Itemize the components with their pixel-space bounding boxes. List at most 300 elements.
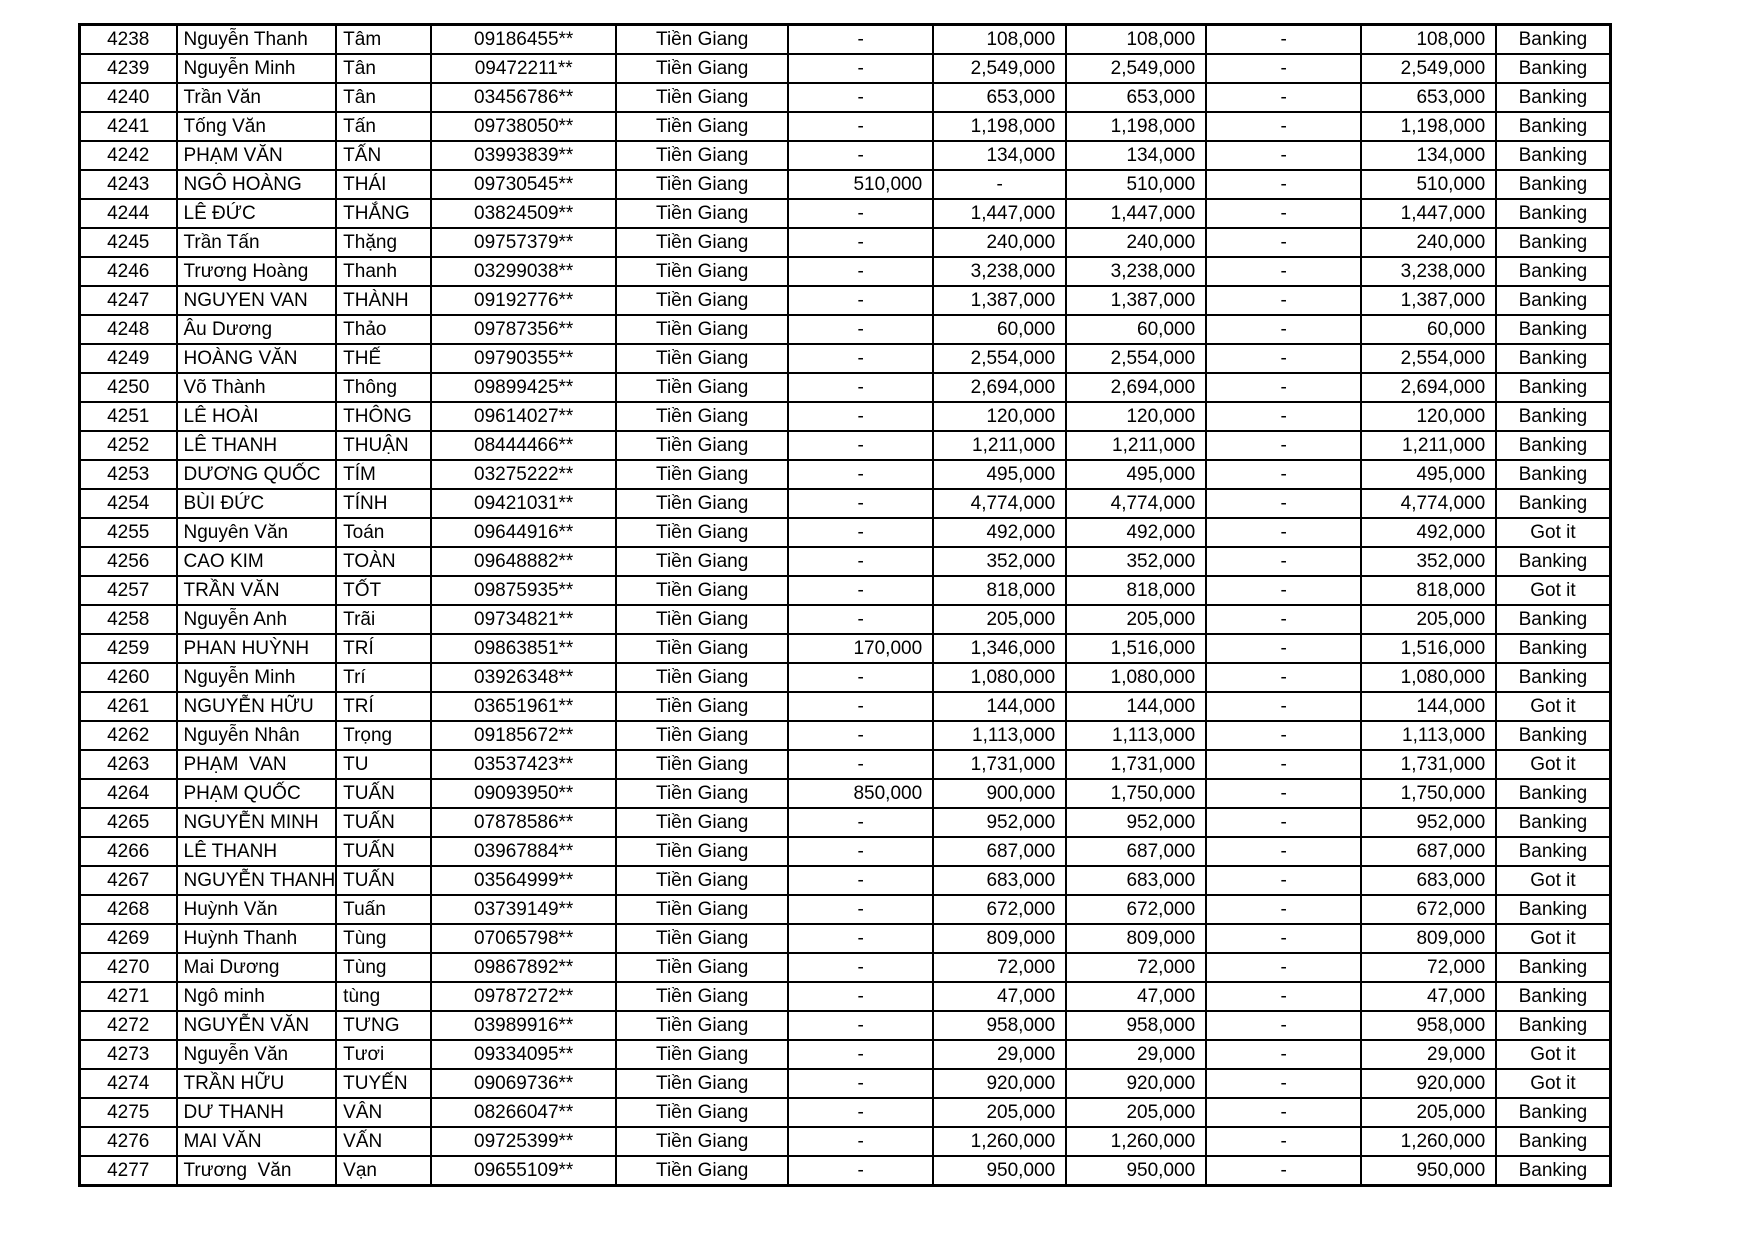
surname-cell: PHẠM VĂN <box>177 141 337 170</box>
row-id-cell: 4276 <box>80 1127 177 1156</box>
amount-1-cell: - <box>788 576 933 605</box>
amount-1-cell: 170,000 <box>788 634 933 663</box>
amount-2-cell: 492,000 <box>933 518 1066 547</box>
province-cell: Tiền Giang <box>616 112 788 141</box>
given-name-cell: TÍNH <box>336 489 431 518</box>
amount-4-cell: - <box>1206 1069 1361 1098</box>
amount-4-cell: - <box>1206 518 1361 547</box>
row-id-cell: 4269 <box>80 924 177 953</box>
amount-1-cell: - <box>788 895 933 924</box>
given-name-cell: THÔNG <box>336 402 431 431</box>
table-row <box>80 112 1611 141</box>
amount-4-cell: - <box>1206 460 1361 489</box>
amount-due-cell: 29,000 <box>1361 1040 1496 1069</box>
amount-1-cell: - <box>788 1156 933 1186</box>
status-cell: Banking <box>1496 953 1610 982</box>
amount-1-cell: - <box>788 663 933 692</box>
province-cell: Tiền Giang <box>616 83 788 112</box>
amount-total-cell: 3,238,000 <box>1066 257 1206 286</box>
amount-due-cell: 144,000 <box>1361 692 1496 721</box>
amount-1-cell: - <box>788 605 933 634</box>
province-cell: Tiền Giang <box>616 199 788 228</box>
amount-due-cell: 672,000 <box>1361 895 1496 924</box>
amount-1-cell: - <box>788 982 933 1011</box>
given-name-cell: TUẤN <box>336 808 431 837</box>
table-row <box>80 170 1611 199</box>
amount-1-cell: - <box>788 518 933 547</box>
amount-4-cell: - <box>1206 170 1361 199</box>
row-id-cell: 4250 <box>80 373 177 402</box>
given-name-cell: TUYẾN <box>336 1069 431 1098</box>
phone-number-cell: 03824509** <box>431 199 616 228</box>
amount-total-cell: 29,000 <box>1066 1040 1206 1069</box>
amount-1-cell: - <box>788 837 933 866</box>
province-cell: Tiền Giang <box>616 808 788 837</box>
document-table <box>78 23 1612 1187</box>
amount-total-cell: 920,000 <box>1066 1069 1206 1098</box>
province-cell: Tiền Giang <box>616 1011 788 1040</box>
status-cell: Banking <box>1496 895 1610 924</box>
surname-cell: Tống Văn <box>177 112 337 141</box>
given-name-cell: Vạn <box>336 1156 431 1186</box>
phone-number-cell: 09069736** <box>431 1069 616 1098</box>
amount-total-cell: 1,731,000 <box>1066 750 1206 779</box>
status-cell: Got it <box>1496 692 1610 721</box>
amount-1-cell: - <box>788 460 933 489</box>
table-row <box>80 373 1611 402</box>
amount-due-cell: 809,000 <box>1361 924 1496 953</box>
amount-2-cell: 1,113,000 <box>933 721 1066 750</box>
amount-2-cell: 1,346,000 <box>933 634 1066 663</box>
province-cell: Tiền Giang <box>616 779 788 808</box>
amount-due-cell: 1,516,000 <box>1361 634 1496 663</box>
given-name-cell: TÍM <box>336 460 431 489</box>
phone-number-cell: 09790355** <box>431 344 616 373</box>
amount-2-cell: 134,000 <box>933 141 1066 170</box>
given-name-cell: TU <box>336 750 431 779</box>
given-name-cell: TUẤN <box>336 779 431 808</box>
amount-2-cell: - <box>933 170 1066 199</box>
province-cell: Tiền Giang <box>616 692 788 721</box>
province-cell: Tiền Giang <box>616 1069 788 1098</box>
given-name-cell: Tâm <box>336 25 431 55</box>
given-name-cell: Thặng <box>336 228 431 257</box>
row-id-cell: 4251 <box>80 402 177 431</box>
amount-total-cell: 205,000 <box>1066 605 1206 634</box>
row-id-cell: 4260 <box>80 663 177 692</box>
amount-2-cell: 1,387,000 <box>933 286 1066 315</box>
phone-number-cell: 09185672** <box>431 721 616 750</box>
phone-number-cell: 09875935** <box>431 576 616 605</box>
amount-2-cell: 809,000 <box>933 924 1066 953</box>
amount-total-cell: 1,516,000 <box>1066 634 1206 663</box>
amount-4-cell: - <box>1206 837 1361 866</box>
amount-due-cell: 492,000 <box>1361 518 1496 547</box>
status-cell: Banking <box>1496 605 1610 634</box>
amount-4-cell: - <box>1206 315 1361 344</box>
amount-4-cell: - <box>1206 1098 1361 1127</box>
amount-2-cell: 205,000 <box>933 605 1066 634</box>
surname-cell: Trương Hoàng <box>177 257 337 286</box>
status-cell: Banking <box>1496 460 1610 489</box>
amount-2-cell: 240,000 <box>933 228 1066 257</box>
amount-due-cell: 120,000 <box>1361 402 1496 431</box>
surname-cell: Trần Văn <box>177 83 337 112</box>
amount-due-cell: 72,000 <box>1361 953 1496 982</box>
table-row <box>80 576 1611 605</box>
province-cell: Tiền Giang <box>616 402 788 431</box>
amount-total-cell: 134,000 <box>1066 141 1206 170</box>
amount-2-cell: 205,000 <box>933 1098 1066 1127</box>
given-name-cell: Tuấn <box>336 895 431 924</box>
surname-cell: PHẠM VAN <box>177 750 337 779</box>
amount-4-cell: - <box>1206 25 1361 55</box>
province-cell: Tiền Giang <box>616 895 788 924</box>
surname-cell: NGUYỄN HỮU <box>177 692 337 721</box>
province-cell: Tiền Giang <box>616 953 788 982</box>
amount-total-cell: 2,694,000 <box>1066 373 1206 402</box>
surname-cell: Mai Dương <box>177 953 337 982</box>
surname-cell: Nguyễn Anh <box>177 605 337 634</box>
given-name-cell: THÁI <box>336 170 431 199</box>
surname-cell: Huỳnh Văn <box>177 895 337 924</box>
table-row <box>80 431 1611 460</box>
phone-number-cell: 03926348** <box>431 663 616 692</box>
amount-2-cell: 950,000 <box>933 1156 1066 1186</box>
amount-1-cell: - <box>788 315 933 344</box>
table-row <box>80 1069 1611 1098</box>
phone-number-cell: 03299038** <box>431 257 616 286</box>
table-row <box>80 721 1611 750</box>
amount-due-cell: 1,447,000 <box>1361 199 1496 228</box>
status-cell: Banking <box>1496 257 1610 286</box>
table-row <box>80 25 1611 55</box>
status-cell: Got it <box>1496 750 1610 779</box>
table-row <box>80 924 1611 953</box>
status-cell: Got it <box>1496 924 1610 953</box>
amount-due-cell: 1,113,000 <box>1361 721 1496 750</box>
surname-cell: Nguyễn Thanh <box>177 25 337 55</box>
amount-due-cell: 205,000 <box>1361 605 1496 634</box>
amount-due-cell: 950,000 <box>1361 1156 1496 1186</box>
province-cell: Tiền Giang <box>616 286 788 315</box>
amount-total-cell: 4,774,000 <box>1066 489 1206 518</box>
table-row <box>80 315 1611 344</box>
amount-1-cell: - <box>788 866 933 895</box>
phone-number-cell: 03651961** <box>431 692 616 721</box>
given-name-cell: THẮNG <box>336 199 431 228</box>
amount-4-cell: - <box>1206 1127 1361 1156</box>
amount-2-cell: 60,000 <box>933 315 1066 344</box>
phone-number-cell: 09192776** <box>431 286 616 315</box>
surname-cell: LÊ THANH <box>177 837 337 866</box>
table-row <box>80 228 1611 257</box>
status-cell: Banking <box>1496 431 1610 460</box>
amount-total-cell: 1,198,000 <box>1066 112 1206 141</box>
row-id-cell: 4277 <box>80 1156 177 1186</box>
surname-cell: NGUYỄN MINH <box>177 808 337 837</box>
amount-total-cell: 687,000 <box>1066 837 1206 866</box>
row-id-cell: 4244 <box>80 199 177 228</box>
given-name-cell: Tân <box>336 83 431 112</box>
amount-2-cell: 495,000 <box>933 460 1066 489</box>
surname-cell: Nguyên Văn <box>177 518 337 547</box>
row-id-cell: 4275 <box>80 1098 177 1127</box>
surname-cell: Trương Văn <box>177 1156 337 1186</box>
province-cell: Tiền Giang <box>616 924 788 953</box>
phone-number-cell: 09730545** <box>431 170 616 199</box>
amount-2-cell: 1,447,000 <box>933 199 1066 228</box>
amount-1-cell: - <box>788 1040 933 1069</box>
row-id-cell: 4238 <box>80 25 177 55</box>
table-row <box>80 402 1611 431</box>
amount-due-cell: 60,000 <box>1361 315 1496 344</box>
given-name-cell: THÀNH <box>336 286 431 315</box>
phone-number-cell: 09787356** <box>431 315 616 344</box>
amount-2-cell: 672,000 <box>933 895 1066 924</box>
status-cell: Banking <box>1496 837 1610 866</box>
status-cell: Banking <box>1496 982 1610 1011</box>
amount-4-cell: - <box>1206 576 1361 605</box>
status-cell: Banking <box>1496 170 1610 199</box>
surname-cell: LÊ HOÀI <box>177 402 337 431</box>
province-cell: Tiền Giang <box>616 750 788 779</box>
amount-2-cell: 818,000 <box>933 576 1066 605</box>
amount-due-cell: 108,000 <box>1361 25 1496 55</box>
table-row <box>80 344 1611 373</box>
phone-number-cell: 07878586** <box>431 808 616 837</box>
amount-4-cell: - <box>1206 663 1361 692</box>
row-id-cell: 4253 <box>80 460 177 489</box>
phone-number-cell: 07065798** <box>431 924 616 953</box>
amount-due-cell: 653,000 <box>1361 83 1496 112</box>
surname-cell: TRẦN VĂN <box>177 576 337 605</box>
amount-total-cell: 958,000 <box>1066 1011 1206 1040</box>
row-id-cell: 4249 <box>80 344 177 373</box>
phone-number-cell: 09186455** <box>431 25 616 55</box>
row-id-cell: 4274 <box>80 1069 177 1098</box>
phone-number-cell: 08444466** <box>431 431 616 460</box>
amount-total-cell: 47,000 <box>1066 982 1206 1011</box>
phone-number-cell: 03456786** <box>431 83 616 112</box>
given-name-cell: TOÀN <box>336 547 431 576</box>
status-cell: Got it <box>1496 576 1610 605</box>
amount-4-cell: - <box>1206 1156 1361 1186</box>
given-name-cell: Thông <box>336 373 431 402</box>
amount-total-cell: 205,000 <box>1066 1098 1206 1127</box>
amount-total-cell: 72,000 <box>1066 953 1206 982</box>
amount-total-cell: 1,447,000 <box>1066 199 1206 228</box>
amount-4-cell: - <box>1206 402 1361 431</box>
amount-total-cell: 1,080,000 <box>1066 663 1206 692</box>
phone-number-cell: 09093950** <box>431 779 616 808</box>
amount-1-cell: - <box>788 344 933 373</box>
phone-number-cell: 03275222** <box>431 460 616 489</box>
amount-2-cell: 958,000 <box>933 1011 1066 1040</box>
amount-total-cell: 108,000 <box>1066 25 1206 55</box>
table-row <box>80 634 1611 663</box>
amount-2-cell: 2,694,000 <box>933 373 1066 402</box>
amount-4-cell: - <box>1206 344 1361 373</box>
amount-1-cell: - <box>788 257 933 286</box>
amount-total-cell: 352,000 <box>1066 547 1206 576</box>
row-id-cell: 4271 <box>80 982 177 1011</box>
amount-2-cell: 952,000 <box>933 808 1066 837</box>
amount-1-cell: - <box>788 25 933 55</box>
given-name-cell: VẤN <box>336 1127 431 1156</box>
table-row <box>80 692 1611 721</box>
amount-due-cell: 1,198,000 <box>1361 112 1496 141</box>
table-row <box>80 257 1611 286</box>
amount-due-cell: 2,549,000 <box>1361 54 1496 83</box>
surname-cell: DƯ THANH <box>177 1098 337 1127</box>
amount-due-cell: 205,000 <box>1361 1098 1496 1127</box>
amount-4-cell: - <box>1206 489 1361 518</box>
amount-4-cell: - <box>1206 54 1361 83</box>
amount-4-cell: - <box>1206 779 1361 808</box>
phone-number-cell: 03739149** <box>431 895 616 924</box>
status-cell: Banking <box>1496 315 1610 344</box>
province-cell: Tiền Giang <box>616 605 788 634</box>
province-cell: Tiền Giang <box>616 866 788 895</box>
amount-2-cell: 47,000 <box>933 982 1066 1011</box>
table-row <box>80 141 1611 170</box>
table-row <box>80 1011 1611 1040</box>
amount-1-cell: - <box>788 692 933 721</box>
surname-cell: NGUYỄN THANH <box>177 866 337 895</box>
amount-1-cell: - <box>788 721 933 750</box>
amount-due-cell: 240,000 <box>1361 228 1496 257</box>
phone-number-cell: 09421031** <box>431 489 616 518</box>
amount-due-cell: 687,000 <box>1361 837 1496 866</box>
amount-2-cell: 1,260,000 <box>933 1127 1066 1156</box>
phone-number-cell: 09648882** <box>431 547 616 576</box>
table-row <box>80 518 1611 547</box>
table-row <box>80 895 1611 924</box>
province-cell: Tiền Giang <box>616 1127 788 1156</box>
amount-due-cell: 2,554,000 <box>1361 344 1496 373</box>
amount-due-cell: 1,260,000 <box>1361 1127 1496 1156</box>
surname-cell: Nguyễn Minh <box>177 663 337 692</box>
amount-total-cell: 2,549,000 <box>1066 54 1206 83</box>
province-cell: Tiền Giang <box>616 518 788 547</box>
amount-4-cell: - <box>1206 605 1361 634</box>
row-id-cell: 4239 <box>80 54 177 83</box>
row-id-cell: 4259 <box>80 634 177 663</box>
amount-1-cell: - <box>788 141 933 170</box>
province-cell: Tiền Giang <box>616 228 788 257</box>
row-id-cell: 4267 <box>80 866 177 895</box>
phone-number-cell: 09863851** <box>431 634 616 663</box>
province-cell: Tiền Giang <box>616 547 788 576</box>
phone-number-cell: 03989916** <box>431 1011 616 1040</box>
surname-cell: Nguyễn Nhân <box>177 721 337 750</box>
amount-4-cell: - <box>1206 692 1361 721</box>
amount-due-cell: 47,000 <box>1361 982 1496 1011</box>
province-cell: Tiền Giang <box>616 1156 788 1186</box>
amount-total-cell: 653,000 <box>1066 83 1206 112</box>
status-cell: Banking <box>1496 25 1610 55</box>
amount-1-cell: - <box>788 1011 933 1040</box>
amount-4-cell: - <box>1206 373 1361 402</box>
amount-2-cell: 1,080,000 <box>933 663 1066 692</box>
amount-4-cell: - <box>1206 1040 1361 1069</box>
amount-due-cell: 1,731,000 <box>1361 750 1496 779</box>
status-cell: Banking <box>1496 54 1610 83</box>
status-cell: Banking <box>1496 373 1610 402</box>
status-cell: Banking <box>1496 489 1610 518</box>
amount-total-cell: 240,000 <box>1066 228 1206 257</box>
surname-cell: NGÔ HOÀNG <box>177 170 337 199</box>
surname-cell: Nguyễn Văn <box>177 1040 337 1069</box>
status-cell: Banking <box>1496 663 1610 692</box>
amount-1-cell: - <box>788 1098 933 1127</box>
table-row <box>80 489 1611 518</box>
amount-1-cell: - <box>788 199 933 228</box>
amount-1-cell: - <box>788 924 933 953</box>
amount-total-cell: 120,000 <box>1066 402 1206 431</box>
table-row <box>80 779 1611 808</box>
row-id-cell: 4246 <box>80 257 177 286</box>
table-row <box>80 808 1611 837</box>
given-name-cell: TRÍ <box>336 692 431 721</box>
amount-due-cell: 920,000 <box>1361 1069 1496 1098</box>
status-cell: Banking <box>1496 1156 1610 1186</box>
row-id-cell: 4273 <box>80 1040 177 1069</box>
surname-cell: Nguyễn Minh <box>177 54 337 83</box>
amount-1-cell: - <box>788 953 933 982</box>
surname-cell: CAO KIM <box>177 547 337 576</box>
amount-1-cell: - <box>788 83 933 112</box>
table-row <box>80 605 1611 634</box>
given-name-cell: TỐT <box>336 576 431 605</box>
given-name-cell: THUẬN <box>336 431 431 460</box>
amount-1-cell: - <box>788 1069 933 1098</box>
table-row <box>80 286 1611 315</box>
amount-4-cell: - <box>1206 953 1361 982</box>
phone-number-cell: 09655109** <box>431 1156 616 1186</box>
status-cell: Banking <box>1496 1127 1610 1156</box>
amount-2-cell: 1,211,000 <box>933 431 1066 460</box>
amount-2-cell: 3,238,000 <box>933 257 1066 286</box>
amount-total-cell: 1,211,000 <box>1066 431 1206 460</box>
phone-number-cell: 09867892** <box>431 953 616 982</box>
province-cell: Tiền Giang <box>616 460 788 489</box>
amount-2-cell: 108,000 <box>933 25 1066 55</box>
amount-due-cell: 510,000 <box>1361 170 1496 199</box>
given-name-cell: Tùng <box>336 953 431 982</box>
amount-1-cell: 510,000 <box>788 170 933 199</box>
row-id-cell: 4272 <box>80 1011 177 1040</box>
surname-cell: LÊ THANH <box>177 431 337 460</box>
surname-cell: PHẠM QUỐC <box>177 779 337 808</box>
phone-number-cell: 09757379** <box>431 228 616 257</box>
amount-4-cell: - <box>1206 228 1361 257</box>
row-id-cell: 4263 <box>80 750 177 779</box>
province-cell: Tiền Giang <box>616 663 788 692</box>
given-name-cell: tùng <box>336 982 431 1011</box>
row-id-cell: 4252 <box>80 431 177 460</box>
table-row <box>80 54 1611 83</box>
amount-4-cell: - <box>1206 808 1361 837</box>
given-name-cell: Tấn <box>336 112 431 141</box>
amount-4-cell: - <box>1206 286 1361 315</box>
amount-total-cell: 2,554,000 <box>1066 344 1206 373</box>
status-cell: Banking <box>1496 199 1610 228</box>
amount-total-cell: 683,000 <box>1066 866 1206 895</box>
amount-due-cell: 495,000 <box>1361 460 1496 489</box>
status-cell: Banking <box>1496 228 1610 257</box>
